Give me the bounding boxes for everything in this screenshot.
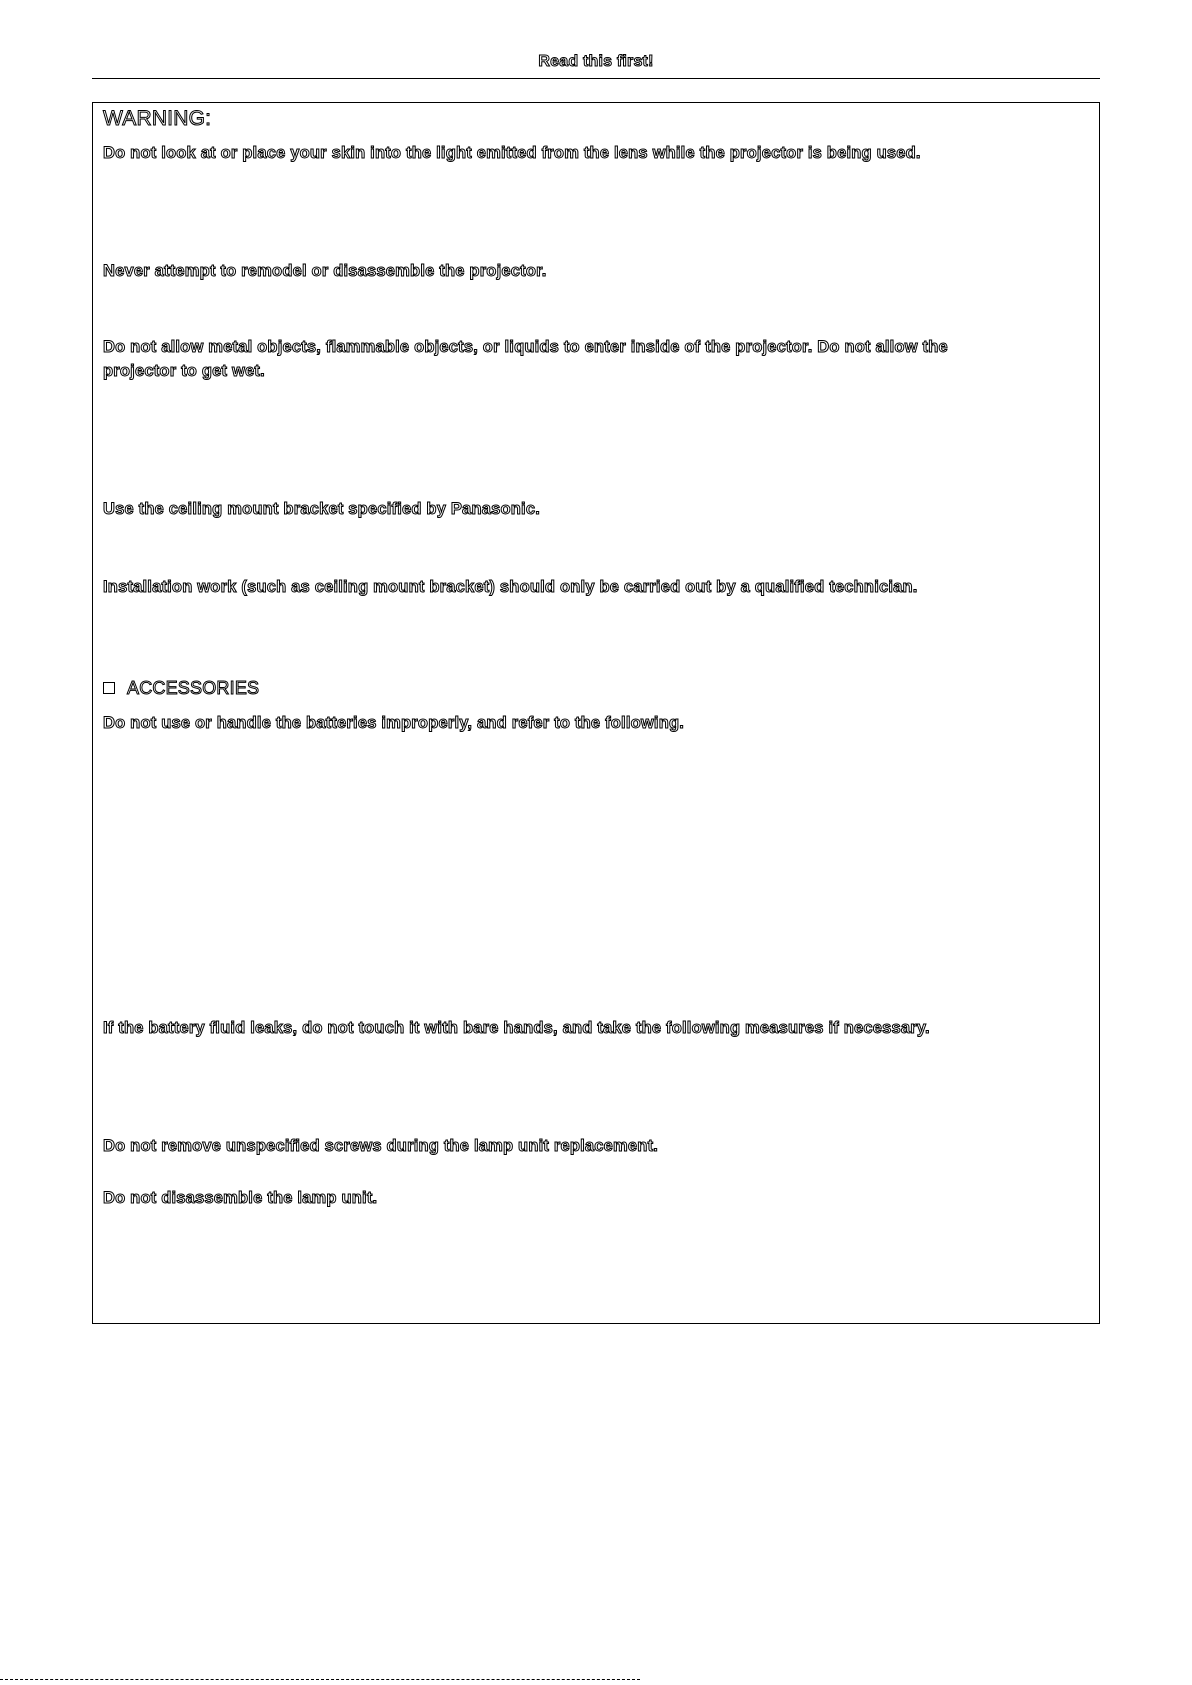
warning-item-installation: Installation work (such as ceiling mount bracket) should only be carried out by a qualified technician. bbox=[103, 578, 918, 596]
warning-heading: WARNING: bbox=[103, 107, 212, 130]
warning-item-ceiling-bracket: Use the ceiling mount bracket specified by Panasonic. bbox=[103, 500, 540, 518]
square-bullet-icon bbox=[103, 682, 115, 694]
header-rule bbox=[92, 78, 1100, 79]
warning-item-metal-objects-cont: projector to get wet. bbox=[103, 362, 265, 380]
accessories-item-battery-fluid: If the battery fluid leaks, do not touch it with bare hands, and take the following measures if necessary. bbox=[103, 1019, 930, 1037]
accessories-heading bbox=[103, 676, 1079, 700]
warning-box bbox=[92, 102, 1100, 1324]
accessories-item-batteries: Do not use or handle the batteries improperly, and refer to the following. bbox=[103, 714, 685, 732]
warning-item-metal-objects: Do not allow metal objects, flammable objects, or liquids to enter inside of the projector. Do not allow the bbox=[103, 338, 948, 356]
running-header: Read this first! bbox=[538, 53, 654, 70]
accessories-item-screws: Do not remove unspecified screws during the lamp unit replacement. bbox=[103, 1137, 659, 1155]
accessories-item-lamp-unit: Do not disassemble the lamp unit. bbox=[103, 1189, 378, 1207]
warning-item-lens-light: Do not look at or place your skin into the light emitted from the lens while the projector is being used. bbox=[103, 144, 921, 162]
accessories-heading-text: ACCESSORIES bbox=[127, 678, 260, 698]
bottom-rule bbox=[0, 1679, 640, 1680]
warning-item-disassemble: Never attempt to remodel or disassemble the projector. bbox=[103, 262, 547, 280]
